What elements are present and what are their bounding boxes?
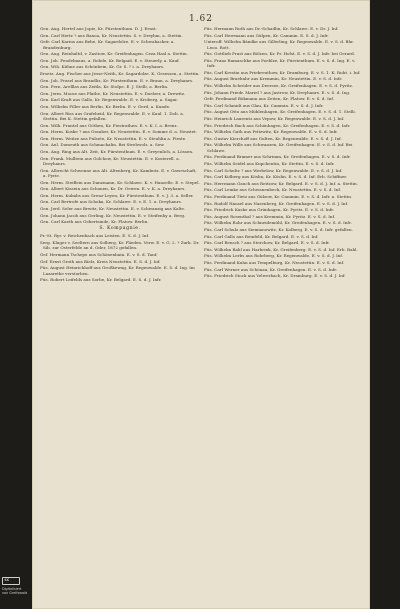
roster-entry: Gen. Aug. Reinhaltd, v. Zastiow, Kr. Greifenhagen. Ceza Hasl a. Stettin.	[40, 51, 188, 57]
roster-entry: Füs. Wilhelm Guth aus Pritzwitz, Kr. Regenwalde. E. v. S. d. Infr.	[204, 129, 338, 135]
roster-entry: Füs. Wilhelm Seidel aus Kupchentin, Kr. Stettin. E. v. S. d. Infr.	[204, 161, 335, 167]
roster-entry: Gen. Aul. Domeuth aus Schmachalin. Bei Strehwolz. a. Sew.	[40, 142, 165, 148]
roster-entry: Gen. Herm. Weitze aus Pulsete, Kr. Neustettin. E. v. Steuhlin a. Fieste.	[40, 135, 187, 141]
roster-entry: Füs. Hermann Ruth aus Dr.-Schadlin, Kr. Schlawe. E. v. Dr. J. Inf.	[204, 26, 339, 31]
roster-entry: Füs. Carl Schmidt aus Glau, Kr. Cammin. E. v. S. d. J. Infr.	[204, 102, 324, 108]
roster-entry: Füs. Ferdinand Tietz aus Gülzow, Kr. Cammin. E. v. S. d. Infr. a. Stettin.	[204, 194, 353, 200]
roster-entry: Gefr. Carl Karins aus Behe, Kr. Sagardolze. E. v. Schwahacker, a. Brandenburg.	[40, 39, 175, 50]
roster-entry: Unteroff. Wilhelm Bändke aus Gillerling, Kr. Regenwalde. E. v. S. d. Bhr. Leoo. Rott.	[204, 39, 354, 50]
roster-entry: Füs. August Otto aus Mühlenhagen, Kr. Greifenhagen. E. v. S. d. 1. Stelli.	[204, 109, 357, 115]
roster-entry: Füs. Carl Schulz aus Siemianowitz, Kr. Kolberg. E. v. S. d. Infr. gefallen.	[204, 226, 353, 232]
roster-entry: Füs. Friedrich Stock aus Velwerbach, Kr. Dramburg. E. v. S. d. J. Inf.	[204, 273, 346, 279]
roster-entry: Gen. Albert Kissein aus Schonen, Kr. Dr. Gewen. E. v. K. a. Dreyhanrs.	[40, 186, 186, 192]
roster-entry: Füs. Carl Werner aus Schönau, Kr. Greifenhagen. E. v. S. d. Infr.	[204, 266, 338, 272]
roster-entry: Füs. August Heinrichhoff aus Großkewag, Kr. Regenwalde. E. S. d. Ing. Im Lazarethe verstorben.	[40, 265, 195, 276]
roster-entry: Gef. Ernst Groth aus Bielz, Kreis Neustettin. E. S. d. J. Inf.	[40, 258, 161, 264]
roster-entry: Füs. Carl Herrmann aus Gülpen, Kr. Cammin. E. S. d. J. Infr.	[204, 32, 329, 38]
roster-entry: Füs. Robert Leifelds aus Sorbe, Kr. Belgard. E. S. d. J. Infr.	[40, 277, 162, 283]
roster-entry: Füs. Carl Gallo aus Reinfeld, Kr. Belgard. E. v. S. d. Inf.	[204, 233, 319, 239]
roster-entry: Gen. Frank. Mulltein aus Golchow, Kr. Neustettin. E. v. Kosterell. a. Dreyhanrs.	[40, 155, 180, 167]
roster-entry: Gen. Herm. Koske ? aus Grauber, Kr. Neustettin. E. v. Somme d. a. Neustet.	[40, 129, 198, 135]
page-number: 1.62	[188, 14, 214, 24]
roster-entry: Füs. Rudolf Hausel aus Nasenberg, Kr. Greifenhagen. E. v. S. d. J. Inf.	[204, 200, 349, 206]
roster-entry: Füs. Wilhelm Bahl aus Harbrink, Kr. Greifenberg. E. v. S. d. Inf. Erb. Bahl.	[204, 246, 358, 252]
roster-entry: Serg. Kluger v. Seeltern aus Solberg, Kr. Flieden. Verw. E. v. G. 2. ? Zurk. Dr. Sib. zur Osterfelde an d. Oder, 1872 gefallen.	[40, 239, 200, 251]
roster-entry: Gen. Johann Jacob aus Gerling, Kr. Neustettin. E. v. Steifenhy a. Berg.	[40, 212, 186, 218]
roster-entry: Füs. Friedrich Kuske aus Grünhagen, Kr. Pyritz. E. v. S. d. Infr.	[204, 207, 335, 213]
roster-entry: Füs. Herrmann Gauch aus Reitzow, Kr. Belgard. E. v. S. d. J. Inf. a. Stettin.	[204, 180, 358, 186]
roster-entry: Füs. August Rosenthal ? aus Kremmin, Kr. Pyritz. E. v. S. d. Inf.	[204, 213, 336, 219]
roster-entry: Gen. Wilhelm Filler aus Berlin, Kr. Berlin. E. v. Gerd, a. Kunde.	[40, 103, 171, 109]
roster-entry: Füs. Wilhelm Schröder aus Deersee, Kr. Greifenhagen. E. v. S. d. Pyritz.	[204, 83, 354, 89]
roster-entry: Füs. Wilhelm Rohr aus Schneidemühl, Kr. Greifenhagen. E. v. S. d. Infr.	[204, 220, 352, 226]
roster-entry: Gen. Aug. Hertel aus Jopie, Kr. Fürstenthum. D. J. Ernst.	[40, 26, 158, 31]
roster-entry: Gen. Wilh. Frantel aus Göthen, Kr. Fiestrathen. E. v. K. I. a. Brenz.	[40, 122, 178, 128]
roster-entry: Füs. Heinrich Laurentz aus Vepow, Kr. Regenwalde. E. v. S. d. J. Inf.	[204, 116, 345, 122]
roster-entry: Füs. Ferdinand Kuhn aus Tempelburg, Kr. Neustettin. E. v. S. d. Inf.	[204, 259, 345, 265]
roster-entry: Füs. Gustav Kierchoff aus Gulten, Kr. Regenwalde. E. v. S. d. J. Inf.	[204, 135, 342, 141]
roster-entry: Gen. Carl Bertrofe aus Schoka, Kr. Schlawe. E. v. E. 1. a. Dreyhanrs.	[40, 199, 183, 205]
section-heading: S. Kompagnie.	[99, 225, 141, 231]
roster-entry: Pr.-St. Ryr. v. Reichenbach aus Leisten. E. S. d. J. Inf.	[40, 233, 150, 239]
document-page	[32, 0, 370, 609]
roster-entry: Gen. Herm. Steiflein aus Danzmann, Kr. Schlawe. K. v. Hanzelle. E. v. Stepel.	[40, 179, 200, 185]
roster-entry: Gen. Carl Kaeth aus Gebertsinde, Kr. Flatow. Berlin.	[40, 219, 149, 225]
license-footer	[2, 577, 42, 595]
roster-entry: Füs. Johann Friedr. Mariel ? aus Jastrow, Kr. Dreyhanrs. E. v. S. d. Ing.	[204, 89, 351, 95]
roster-entry: Gen. Carl Hertz ? aus Banoa, Kr. Neustettin. S. v. Dreyhm, a. Stettin.	[40, 32, 183, 38]
footer-line-2: von Greifswald	[2, 591, 28, 595]
roster-entry: Gen. Joh. Frasel aus Brandliz, Kr. Fürstenthum. E. v. Braun, a. Dreyhanrs.	[40, 77, 194, 83]
roster-entry: Gen. Joh. Fendelmaus, a. Rohde, Kr. Belgaid. E. v. Steuerly, a. Kauf.	[40, 57, 180, 63]
roster-entry: Gen. Albrecht Schwenne aus Alt. Altenberg, Kr. Kambutz. E. v. Gaweschaft, a. Pyrie.	[40, 167, 197, 179]
roster-entry: Gen. Jerm. Moose aus Plathe, Kr. Neustettin. E. v. Doelzer, a. Drewitz.	[40, 90, 186, 96]
roster-entry: Füs. Gottlieb Prast aus Bölzen, Kr. Pr. Holst. E. v. S. d. J. Infr. bei Gerard.	[204, 51, 356, 57]
roster-entry: Gen. Karl Kraft aus Gallo, Kr. Regenwalde. E. v. Kroberg, a. Sagar.	[40, 97, 178, 103]
roster-entry: Gen. Jerd. Seler aus Brwitz, Kr. Neustettin. E. v. Schwanzig aus Kalte.	[40, 206, 186, 212]
roster-entry: Füs. Carl Krestin aus Priebreuthow, Kr. Dramburg. E. v. S. 1. K. Ruht. i. Inf.	[204, 69, 361, 75]
right-column	[204, 26, 364, 280]
roster-entry: Füs. Friedrich Bach aus Schönhagen, Kr. Greifenhagen. E. v. S. d. Infr.	[204, 122, 351, 128]
roster-entry: Gen. Wih. Kühne aus Schönbein, Kr. Gr. S. ? i. a. Dreyhanrs.	[40, 64, 165, 70]
roster-entry: Füs. Wilhelm Lerbs aus Rohrberg, Kr. Regenwalde. E. v. S. d. J. Inf.	[204, 253, 344, 259]
roster-entry: Füs. Franz Ramaschke aus Poehlze, Kr. Fürstenthum. E. v. S. d. Ing. E. v. Infr.	[204, 57, 356, 69]
roster-entry: Füs. Carl Kolberg aus Köslin, Kr. Köslin. E. v. S. d. Inf. Erb. Schiffner.	[204, 174, 348, 180]
roster-entry: Füs. Carl Lemke aus Schwanenbeck, Kr. Neustettin. E. v. S. d. Inf.	[204, 187, 342, 193]
roster-entry: Gen. Aug. Ring aus Alt. Zeit, Kr. Fürstenthum. E. v. Greyenlich, a. Lössen.	[40, 149, 194, 154]
roster-entry: Füs. Ferdinand Bramer aus Schrimm, Kr. Greifenhagen. E. v. S. d. Infr.	[204, 154, 351, 160]
left-column	[40, 26, 200, 284]
roster-entry: Gefr. Ferdinand Bökmann aus Zeiten, Kr. Flatow. E. v. S. d. Inf.	[204, 96, 335, 102]
roster-entry: Füs. Carl Rensch ? aus Sterchow, Kr. Belgard. E. v. S. d. Infr.	[204, 240, 330, 246]
roster-entry: Gen. Herm. Kulmbs aus Grenz-Leyen, Kr. Fürstenthum. E. v. J. 3. a. Seller.	[40, 192, 194, 198]
cc-license-icon	[2, 577, 20, 585]
roster-entry: Füs. August Braehnhr aus Kremmin, Kr. Neustettin. E. v. S. d. Infr.	[204, 76, 343, 82]
roster-entry: Gen. Fern. Arelllas aus Zeitla, Kr. Stolpe. E. J. Stelli, a. Berlin.	[40, 84, 169, 90]
footer-line-1: Digitalisiert	[2, 587, 22, 591]
roster-entry: Gen. Albert Riss aus Grafeheid, Kr. Regenwalde. E. v. Kaul. 1. Dob. a. Stettin. Bei K. Stettin gefallen.	[40, 110, 184, 122]
roster-entry: Gef. Hermann Tschepe aus Schönenhain. E. v. S. d. Tanf.	[40, 251, 158, 257]
roster-entry: Füs. Wilhelm Wille aus Schwanzen, Kr. Greifenhagen. E. v. S. d. Inf. Bei Schlawe.	[204, 142, 353, 153]
roster-entry: Ersetz. Aug. Fischer aus Jesse-Neith, Kr. Sagardolze. K. Gesessen, a. Stettin.	[40, 71, 200, 77]
roster-entry: Füs. Carl Schultz ? aus Werbelow, Kr. Regenwalde. E. v. S. d. J. Inf.	[204, 167, 343, 173]
